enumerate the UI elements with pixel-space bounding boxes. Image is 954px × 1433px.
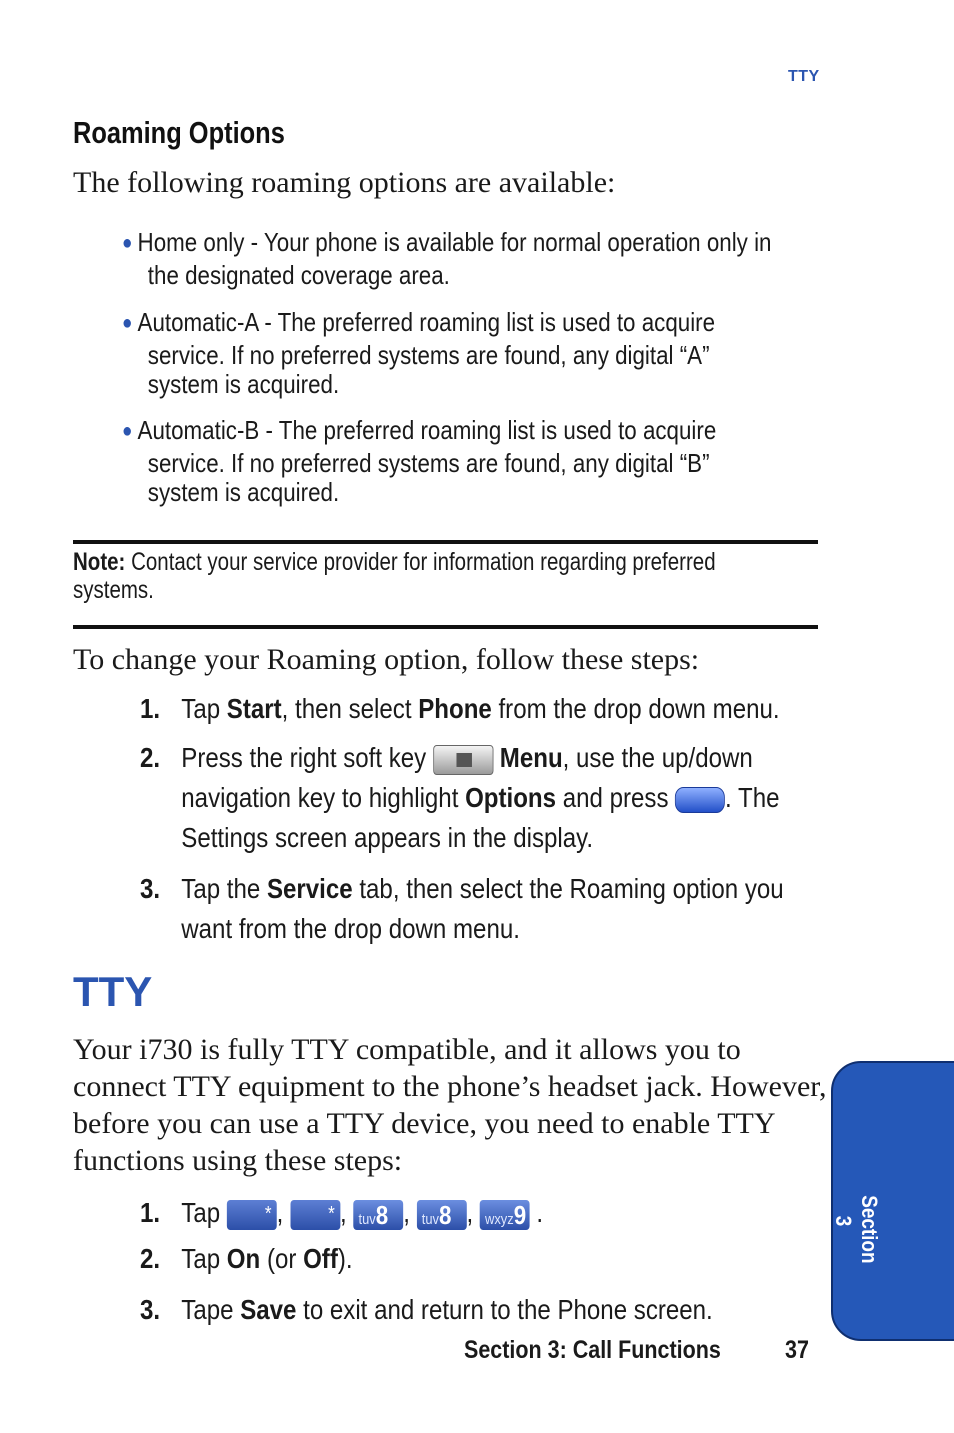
note-box: Note: Contact your service provider for information regarding preferred systems. [73,548,716,604]
soft-key-icon [433,745,493,775]
section-heading-roaming: Roaming Options [73,115,285,150]
tty-step-1: 1. Tap * , * , tuv8 , tuv8 , wxyz9 . [140,1197,544,1230]
bullet-dot: ● [122,232,133,254]
bullet-dot: ● [122,420,133,442]
note-rule-top [73,540,818,544]
roaming-step-3: 3. Tap the Service tab, then select the Roaming option you want from the drop down menu. [140,873,784,944]
tty-step-3: 3. Tape Save to exit and return to the Phone screen. [140,1294,713,1325]
wxyz9-key-icon: wxyz9 [480,1200,530,1230]
note-rule-bottom [73,625,818,629]
page-number: 37 [785,1336,809,1364]
roaming-intro: The following roaming options are available: [73,166,616,199]
footer-title: Section 3: Call Functions [464,1336,721,1364]
note-label: Note: [73,548,126,576]
tty-step-2: 2. Tap On (or Off). [140,1243,353,1274]
section-side-tab-label: Section 3 [831,1195,882,1264]
roaming-steps-intro: To change your Roaming option, follow these steps: [73,643,700,676]
roaming-step-2: 2. Press the right soft key Menu, use the up/down navigation key to highlight Options and press . The Settings screen appears in the display. [140,742,780,853]
ok-key-icon [675,787,725,813]
tuv8-key-icon: tuv8 [353,1200,403,1230]
bullet-automatic-b: ● Automatic-B - The preferred roaming list is used to acquire service. If no preferred systems are found, any digital “B” system is acquired. [122,415,717,507]
bullet-automatic-a: ● Automatic-A - The preferred roaming list is used to acquire service. If no preferred systems are found, any digital “A” system is acquired. [122,307,716,399]
tuv8-key-icon: tuv8 [417,1200,467,1230]
running-head: TTY [788,68,820,85]
section-heading-tty: TTY [73,968,153,1015]
roaming-step-1: 1. Tap Start, then select Phone from the drop down menu. [140,693,780,724]
bullet-dot: ● [122,312,133,334]
star-key-icon: * [227,1200,277,1230]
tty-paragraph: Your i730 is fully TTY compatible, and it allows you to connect TTY equipment to the phone’s headset jack. However, before you can use a TTY device, you need to enable TTY functions using these steps: [73,1033,827,1177]
star-key-icon: * [290,1200,340,1230]
bullet-home-only: ● Home only - Your phone is available for normal operation only in the designated coverage area. [122,227,772,290]
